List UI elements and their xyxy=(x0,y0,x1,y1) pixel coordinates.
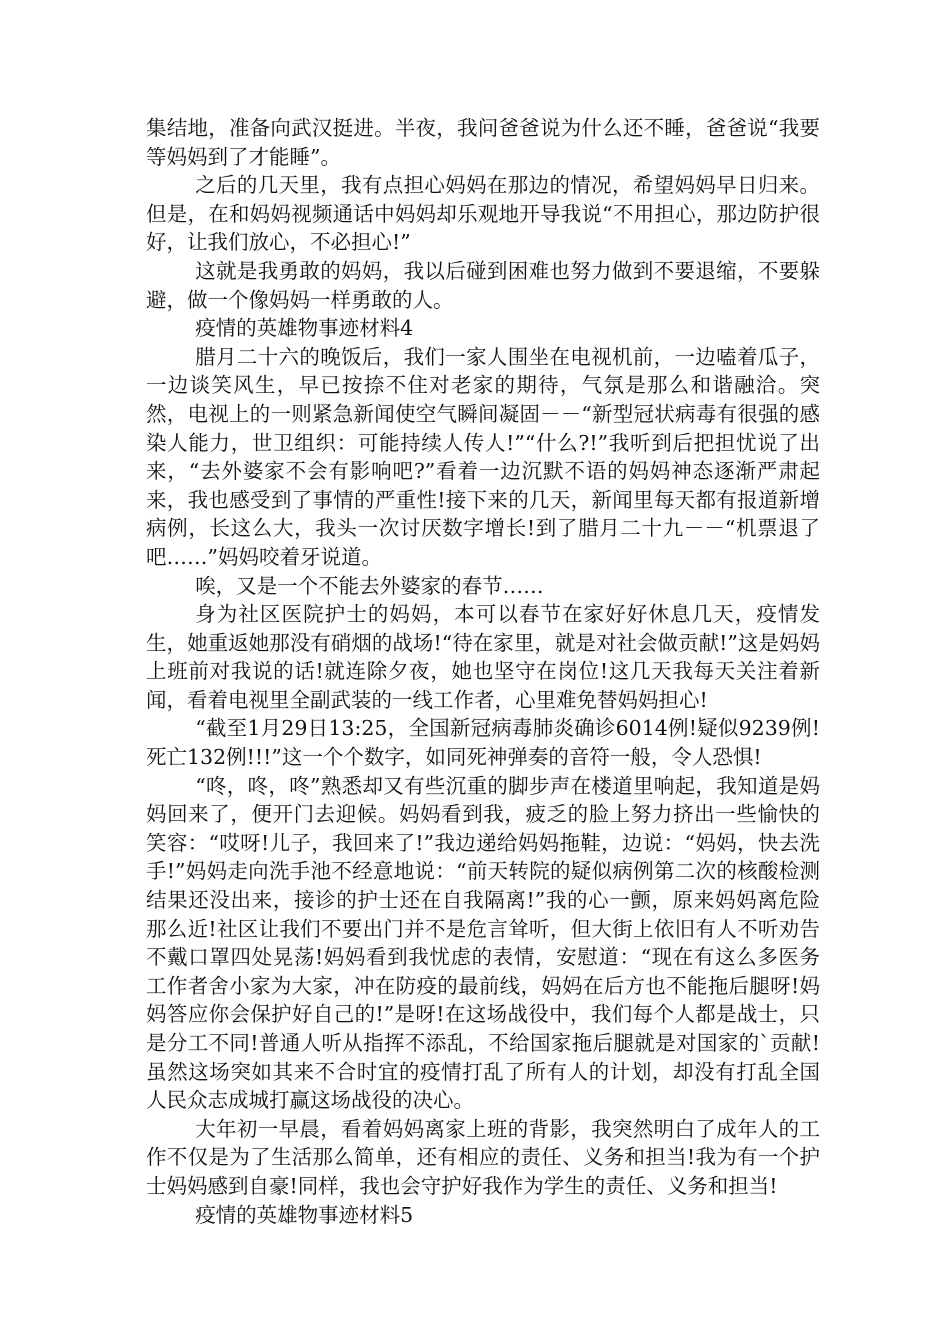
section-heading-4: 疫情的英雄物事迹材料4 xyxy=(195,316,414,341)
paragraph-7: 身为社区医院护士的妈妈，本可以春节在家好好休息几天，疫情发生，她重返她那没有硝烟的战场!“待在家里，就是对社会做贡献!”这是妈妈上班前对我说的话!就连除夕夜，她也坚守在岗位!这几天我每天关注着新闻，看着电视里全副武装的一线工作者，心里难免替妈妈担心! xyxy=(146,602,820,712)
paragraph-3: 这就是我勇敢的妈妈，我以后碰到困难也努力做到不要退缩，不要躲避，做一个像妈妈一样勇敢的人。 xyxy=(146,258,820,312)
section-heading-5: 疫情的英雄物事迹材料5 xyxy=(195,1202,414,1227)
paragraph-9: “咚，咚，咚”熟悉却又有些沉重的脚步声在楼道里响起，我知道是妈妈回来了，便开门去迎候。妈妈看到我，疲乏的脸上努力挤出一些愉快的笑容：“哎呀!儿子，我回来了!”我边递给妈妈拖鞋，边说：“妈妈，快去洗手!”妈妈走向洗手池不经意地说：“前天转院的疑似病例第二次的核酸检测结果还没出来，接诊的护士还在自我隔离!”我的心一颤，原来妈妈离危险那么近!社区让我们不要出门并不是危言耸听，但大街上依旧有人不听劝告不戴口罩四处晃荡!妈妈看到我忧虑的表情，安慰道：“现在有这么多医务工作者舍小家为大家，冲在防疫的最前线，妈妈在后方也不能拖后腿呀!妈妈答应你会保护好自己的!”是呀!在这场战役中，我们每个人都是战士，只是分工不同!普通人听从指挥不添乱，不给国家拖后腿就是对国家的`贡献!虽然这场突如其来不合时宜的疫情打乱了所有人的计划，却没有打乱全国人民众志成城打赢这场战役的决心。 xyxy=(146,773,820,1113)
paragraph-6: 唉，又是一个不能去外婆家的春节…… xyxy=(195,573,544,598)
paragraph-5: 腊月二十六的晚饭后，我们一家人围坐在电视机前，一边嗑着瓜子，一边谈笑风生，早已按捺不住对老家的期待，气氛是那么和谐融洽。突然，电视上的一则紧急新闻使空气瞬间凝固－－“新型冠状病毒有很强的感染人能力，世卫组织：可能持续人传人!”“什么?!”我听到后把担忧说了出来，“去外婆家不会有影响吧?”看着一边沉默不语的妈妈神态逐渐严肃起来，我也感受到了事情的严重性!接下来的几天，新闻里每天都有报道新增病例，长这么大，我头一次讨厌数字增长!到了腊月二十九－－“机票退了吧……”妈妈咬着牙说道。 xyxy=(146,344,820,569)
paragraph-1: 集结地，准备向武汉挺进。半夜，我问爸爸说为什么还不睡，爸爸说“我要等妈妈到了才能睡”。 xyxy=(146,116,820,169)
paragraph-2: 之后的几天里，我有点担心妈妈在那边的情况，希望妈妈早日归来。但是，在和妈妈视频通话中妈妈却乐观地开导我说“不用担心，那边防护很好，让我们放心，不必担心!” xyxy=(146,173,820,255)
paragraph-8: “截至1月29日13:25，全国新冠病毒肺炎确诊6014例!疑似9239例!死亡132例!!!”这一个个数字，如同死神弹奏的音符一般，令人恐惧! xyxy=(146,716,820,770)
document-body xyxy=(146,114,820,1229)
paragraph-10: 大年初一早晨，看着妈妈离家上班的背影，我突然明白了成年人的工作不仅是为了生活那么简单，还有相应的责任、义务和担当!我为有一个护士妈妈感到自豪!同样，我也会守护好我作为学生的责任、义务和担当! xyxy=(146,1116,820,1198)
